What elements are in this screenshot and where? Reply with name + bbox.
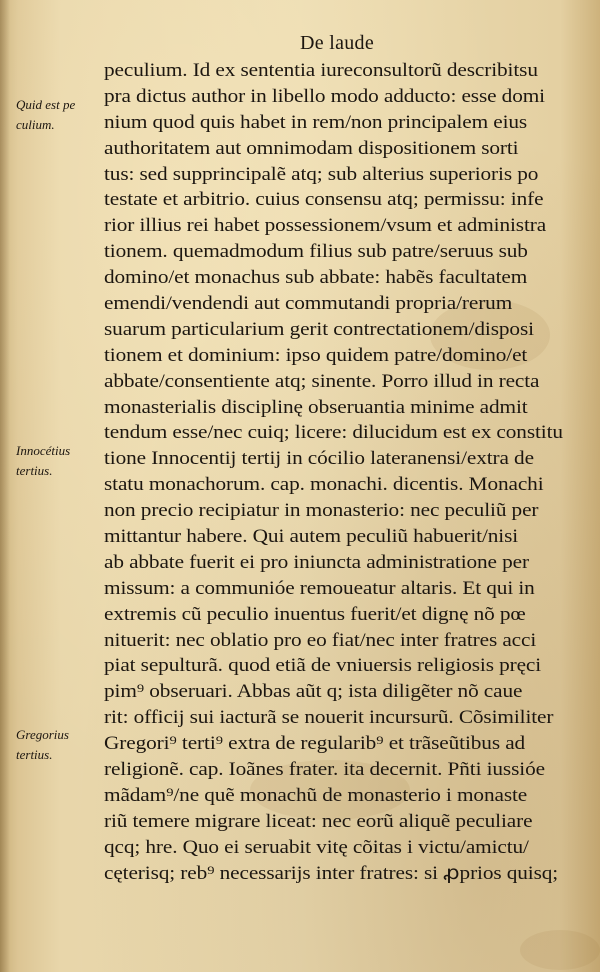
- margin-note-line: Quid est pe: [16, 97, 76, 112]
- text-line: authoritatem aut omnimodam dispositionem sorti: [104, 137, 519, 159]
- text-line: statu monachorum. cap. monachi. dicentis. Monachi: [104, 474, 544, 496]
- text-line: piat sepulturã. quod etiã de vniuersis religiosis pręci: [104, 655, 542, 677]
- margin-note-line: Innocétius: [16, 443, 71, 458]
- text-line: qcq; hre. Quo ei seruabit vitę cõitas i victu/amictu/: [104, 836, 529, 858]
- text-line: testate et arbitrio. cuius consensu atq; permissu: infe: [104, 189, 544, 211]
- running-header: De laude: [300, 32, 375, 54]
- text-line: monasterialis disciplinę obseruantia minime admit: [104, 396, 528, 418]
- text-line: rior illius rei habet possessionem/vsum et administra: [104, 215, 547, 237]
- paper-stain: [520, 930, 600, 970]
- margin-note-innocentius-tertius: [16, 441, 106, 481]
- margin-note-line: tertius.: [16, 463, 53, 478]
- text-line: rit: officij sui iacturã se nouerit incursurũ. Cõsimiliter: [104, 707, 554, 729]
- text-line: pra dictus author in libello modo adducto: esse domi: [104, 85, 545, 107]
- text-line: extremis cũ peculio inuentus fuerit/et dignę nõ pœ: [104, 603, 526, 625]
- text-line: mãdam⁹/ne quẽ monachũ de monasterio i monaste: [104, 784, 528, 806]
- text-line: tendum esse/nec cuiq; licere: dilucidum est ex constitu: [104, 422, 563, 444]
- text-line: tionem. quemadmodum filius sub patre/seruus sub: [104, 241, 528, 263]
- text-line: tus: sed supprincipalẽ atq; sub alterius superioris po: [104, 163, 539, 185]
- text-line: emendi/vendendi aut commutandi propria/rerum: [104, 293, 513, 315]
- margin-note-line: Gregorius: [16, 727, 69, 742]
- text-line: mittantur habere. Qui autem peculiũ habuerit/nisi: [104, 526, 519, 548]
- text-line: non precio recipiatur in monasterio: nec peculiũ per: [104, 500, 539, 522]
- text-line: peculium. Id ex sententia iureconsultorũ describitsu: [104, 60, 538, 81]
- text-line: pim⁹ obseruari. Abbas aũt q; ista diligẽter nõ caue: [104, 681, 523, 703]
- text-line: suarum particularium gerit contrectationem/disposi: [104, 318, 534, 340]
- main-text-column: [104, 58, 576, 887]
- margin-note-line: tertius.: [16, 747, 53, 762]
- text-line: tione Innocentij tertij in cócilio lateranensi/extra de: [104, 448, 534, 470]
- text-line: cęterisq; reb⁹ necessarijs inter fratres: si ꝓprios quisq;: [104, 862, 559, 884]
- text-line: missum: a communióe remoueatur altaris. Et qui in: [104, 577, 535, 599]
- margin-note-quid-est-peculium: [16, 95, 106, 135]
- text-line: nituerit: nec oblatio pro eo fiat/nec inter fratres acci: [104, 629, 537, 651]
- text-line: domino/et monachus sub abbate: habẽs facultatem: [104, 267, 528, 289]
- text-line: tionem et dominium: ipso quidem patre/domino/et: [104, 344, 528, 366]
- text-line: riũ temere migrare liceat: nec eorũ aliquẽ peculiare: [104, 810, 533, 832]
- text-line: religionẽ. cap. Ioãnes frater. ita decernit. Pñti iussióe: [104, 759, 545, 781]
- text-line: nium quod quis habet in rem/non principalem eius: [104, 111, 528, 133]
- margin-note-gregorius-tertius: [16, 725, 106, 765]
- text-line: ab abbate fuerit ei pro iniuncta administratione per: [104, 551, 529, 573]
- text-line: Gregori⁹ terti⁹ extra de regularib⁹ et trãseũtibus ad: [104, 733, 526, 755]
- margin-note-line: culium.: [16, 117, 55, 132]
- text-line: abbate/consentiente atq; sinente. Porro illud in recta: [104, 370, 540, 392]
